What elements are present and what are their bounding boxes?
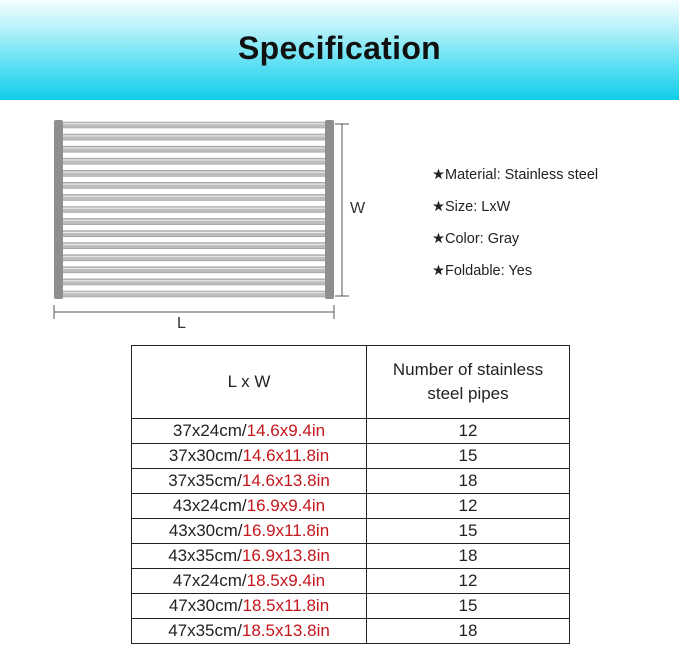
pipes-header-line2: steel pipes [427, 384, 509, 403]
rack-pipe [60, 255, 328, 261]
size-header-label: L x W [227, 372, 271, 391]
pipes-cell: 12 [367, 419, 570, 444]
size-cell [132, 494, 367, 519]
size-table [131, 345, 570, 644]
pipes-header-line1: Number of stainless [392, 360, 544, 379]
dish-rack-drawing [40, 118, 370, 338]
size-inch: 14.6x13.8in [241, 471, 330, 490]
spec-material: ★Material: Stainless steel [432, 167, 599, 183]
rack-pipe [60, 134, 328, 140]
pipes-column-header [367, 346, 570, 419]
size-column-header [132, 346, 367, 419]
rack-pipe [60, 146, 328, 152]
rack-pipe [60, 182, 328, 188]
pipes-cell: 15 [367, 594, 570, 619]
size-cell [132, 544, 367, 569]
rack-pipe [60, 207, 328, 213]
size-cm: 47x30cm/ [168, 596, 243, 615]
width-label: W [350, 200, 366, 217]
pipes-cell: 18 [367, 469, 570, 494]
rack-pipe [60, 243, 328, 249]
size-cell [132, 419, 367, 444]
size-cm: 43x30cm/ [168, 521, 243, 540]
pipes-cell: 12 [367, 494, 570, 519]
pipes-cell: 12 [367, 569, 570, 594]
size-inch: 18.5x9.4in [246, 571, 326, 590]
rack-pipe [60, 279, 328, 285]
size-cm: 47x24cm/ [172, 571, 247, 590]
size-cell [132, 619, 367, 644]
size-inch: 14.6x11.8in [242, 446, 330, 465]
pipes-cell: 15 [367, 444, 570, 469]
size-cm: 43x24cm/ [172, 496, 247, 515]
size-inch: 16.9x9.4in [246, 496, 326, 515]
size-inch: 16.9x13.8in [241, 546, 330, 565]
size-cell [132, 569, 367, 594]
table-row [132, 444, 570, 469]
rack-right-end-cap [325, 120, 334, 299]
rack-pipe [60, 194, 328, 200]
rack-pipe [60, 158, 328, 164]
rack-pipe [60, 122, 328, 128]
size-cm: 37x24cm/ [172, 421, 247, 440]
table-row [132, 544, 570, 569]
length-label: L [177, 315, 186, 332]
table-row [132, 519, 570, 544]
spec-foldable: ★Foldable: Yes [432, 263, 533, 279]
table-row [132, 594, 570, 619]
spec-size: ★Size: LxW [432, 199, 511, 215]
header-banner [0, 0, 679, 100]
size-cell [132, 469, 367, 494]
size-inch: 18.5x11.8in [242, 596, 330, 615]
pipes-cell: 18 [367, 544, 570, 569]
pipes-cell: 18 [367, 619, 570, 644]
table-row [132, 619, 570, 644]
rack-pipe [60, 231, 328, 237]
size-cm: 47x35cm/ [168, 621, 242, 640]
size-cm: 43x35cm/ [168, 546, 242, 565]
size-cm: 37x35cm/ [168, 471, 242, 490]
table-row [132, 569, 570, 594]
rack-pipe [60, 267, 328, 273]
size-cell [132, 594, 367, 619]
rack-pipe [60, 291, 328, 297]
size-inch: 14.6x9.4in [246, 421, 326, 440]
pipes-cell: 15 [367, 519, 570, 544]
size-cm: 37x30cm/ [168, 446, 243, 465]
spec-list [432, 166, 598, 294]
rack-left-end-cap [54, 120, 63, 299]
table-row [132, 419, 570, 444]
table-row [132, 494, 570, 519]
size-inch: 16.9x11.8in [242, 521, 330, 540]
size-cell [132, 519, 367, 544]
rack-pipe [60, 219, 328, 225]
dish-rack-diagram [40, 118, 370, 338]
size-cell [132, 444, 367, 469]
table-row [132, 469, 570, 494]
rack-pipe [60, 170, 328, 176]
size-inch: 18.5x13.8in [241, 621, 330, 640]
page-title: Specification [237, 30, 442, 66]
table-header-row [132, 346, 570, 419]
spec-color: ★Color: Gray [432, 231, 520, 247]
